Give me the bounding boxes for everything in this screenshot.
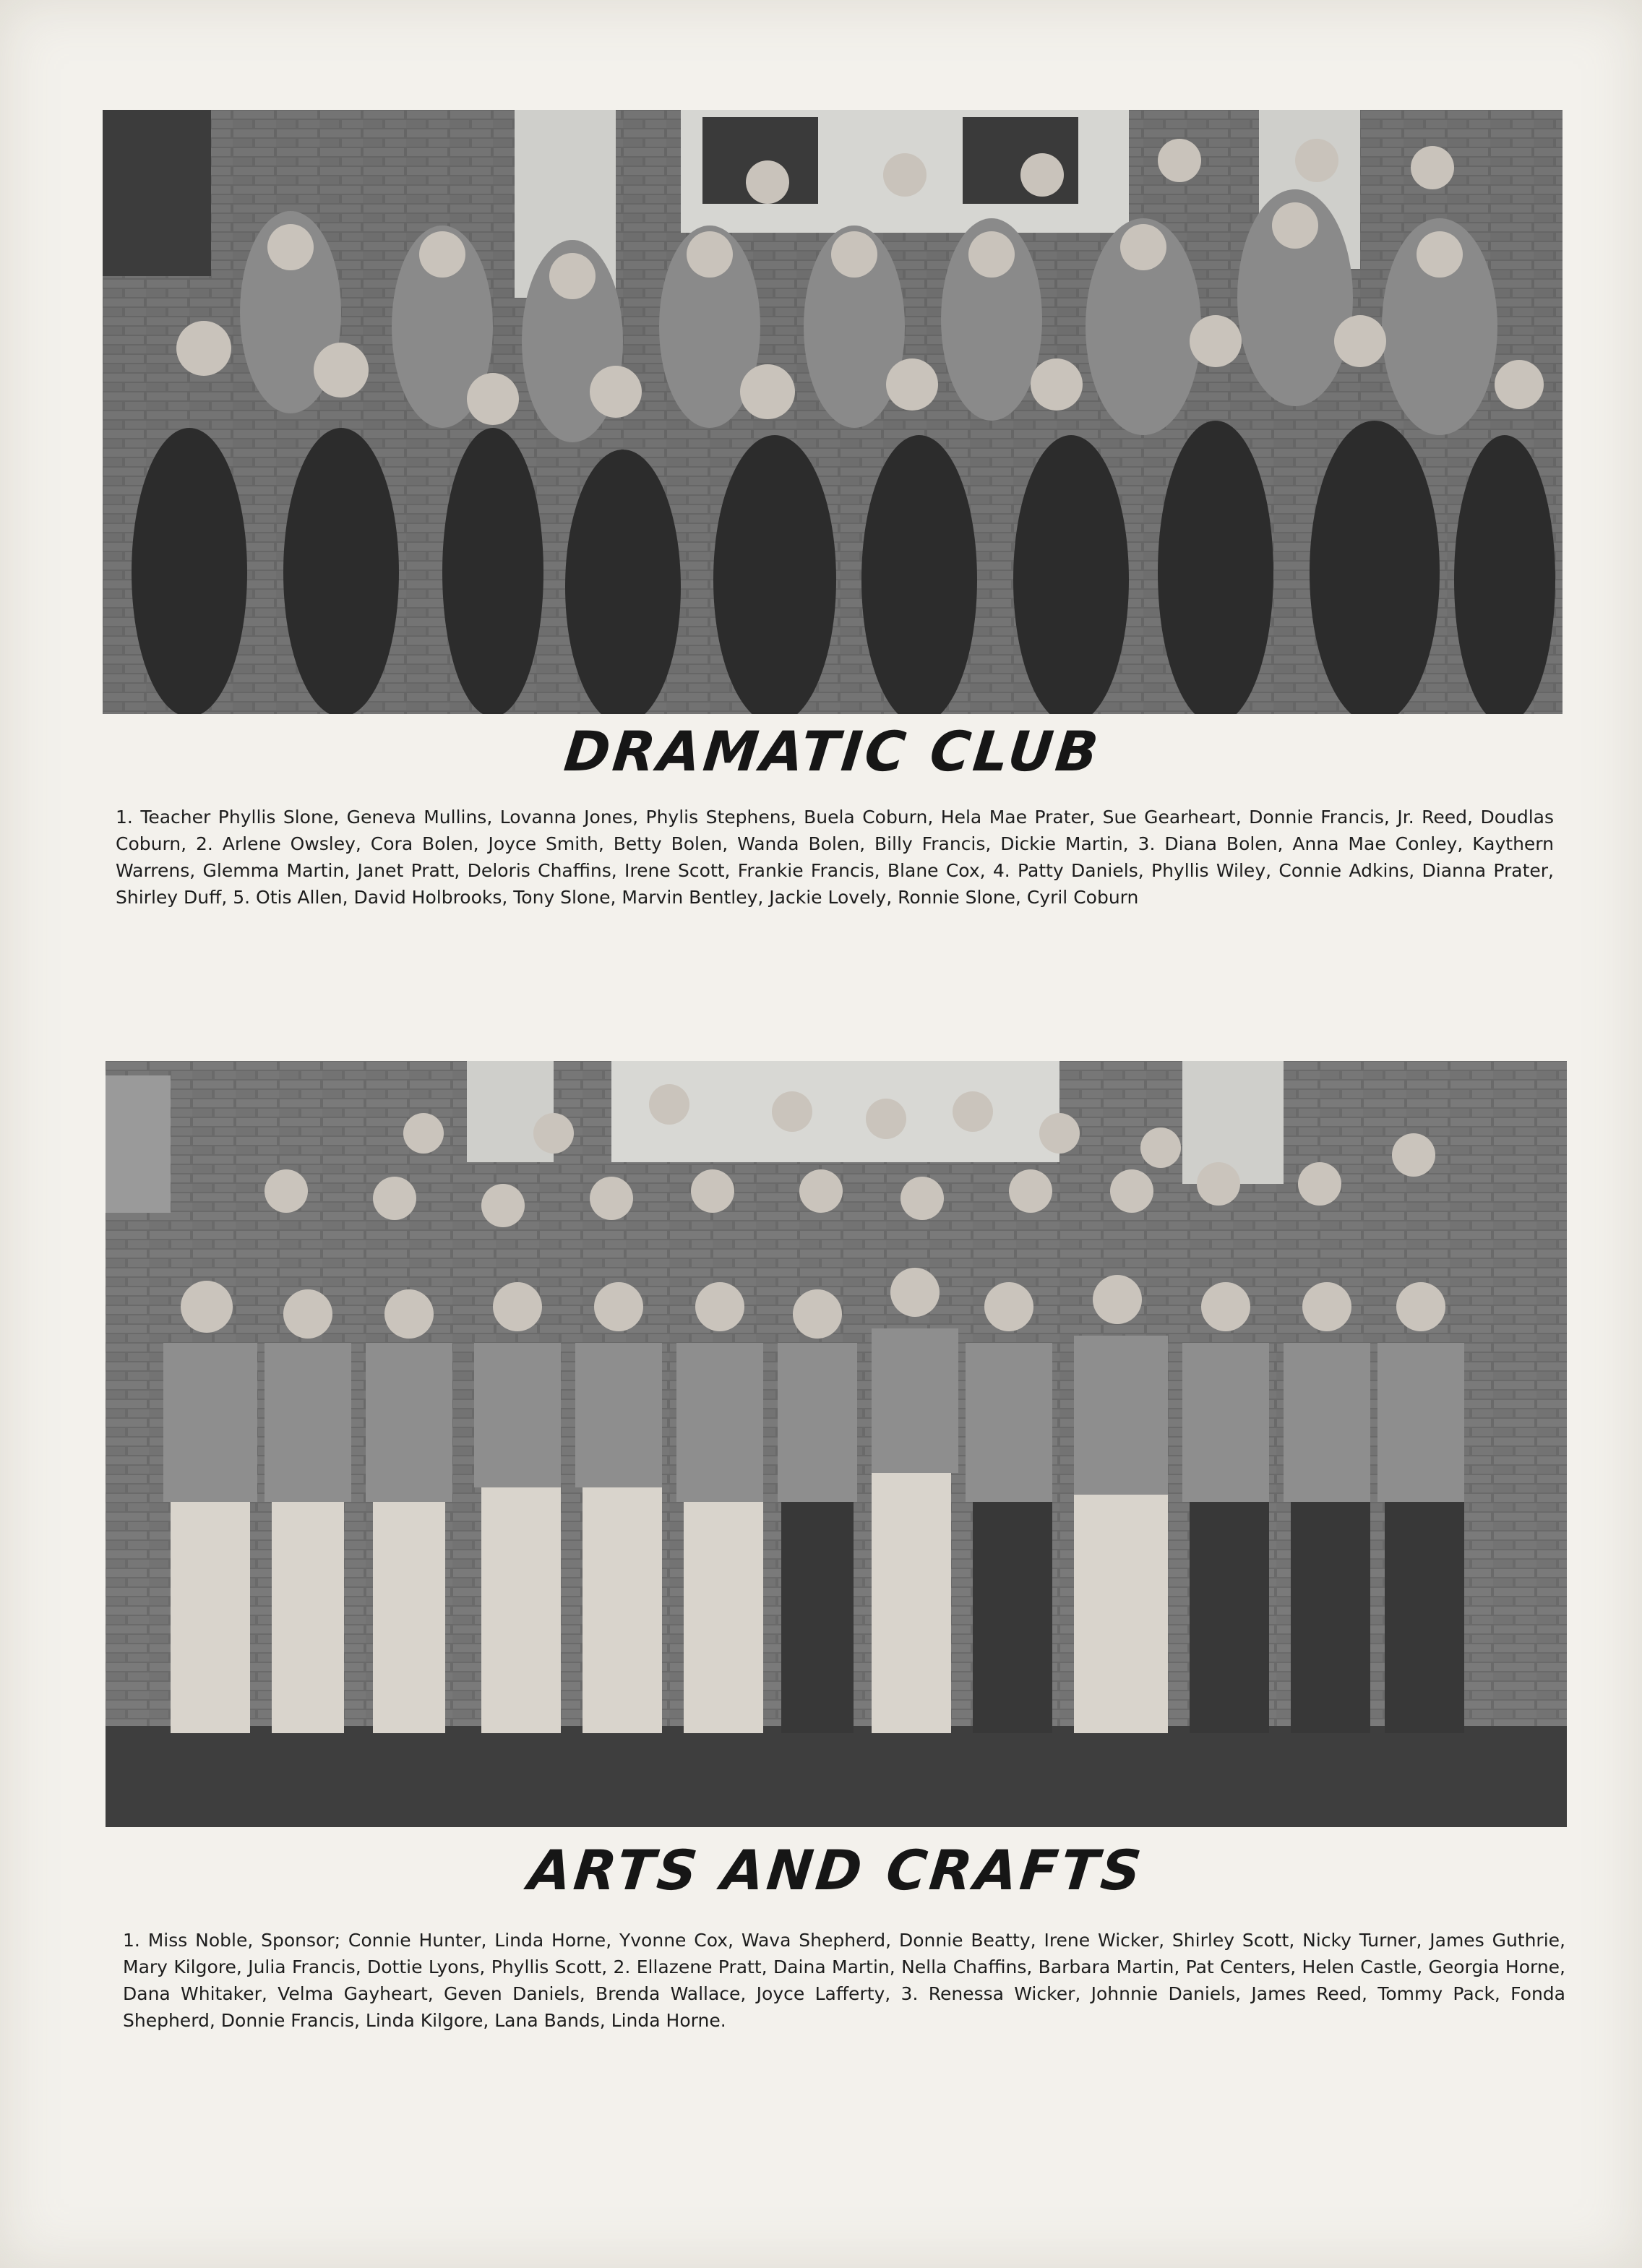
dramatic-club-photo bbox=[103, 110, 1563, 714]
arts-and-crafts-photo bbox=[106, 1061, 1567, 1827]
arts-and-crafts-title: ARTS AND CRAFTS bbox=[525, 1838, 1147, 1902]
arts-and-crafts-caption: 1. Miss Noble, Sponsor; Connie Hunter, Linda Horne, Yvonne Cox, Wava Shepherd, Donnie Beatty, Irene Wicker, Shirley Scott, Nicky Turner, James Guthrie, Mary Kilgore, Julia Francis, Dottie Lyons, Phyllis Scott, 2. Ellazene Pratt, Daina Martin, Nella Chaffins, Barbara Martin, Pat Centers, Helen Castle, Georgia Horne, Dana Whitaker, Velma Gayheart, Geven Daniels, Brenda Wallace, Joyce Lafferty, 3. Renessa Wicker, Johnnie Daniels, James Reed, Tommy Pack, Fonda Shepherd, Donnie Francis, Linda Kilgore, Lana Bands, Linda Horne. bbox=[123, 1930, 1565, 2031]
dramatic-club-caption: 1. Teacher Phyllis Slone, Geneva Mullins, Lovanna Jones, Phylis Stephens, Buela Coburn, Hela Mae Prater, Sue Gearheart, Donnie Francis, Jr. Reed, Doudlas Coburn, 2. Arlene Owsley, Cora Bolen, Joyce Smith, Betty Bolen, Wanda Bolen, Billy Francis, Dickie Martin, 3. Diana Bolen, Anna Mae Conley, Kaythern Warrens, Glemma Martin, Janet Pratt, Deloris Chaffins, Irene Scott, Frankie Francis, Blane Cox, 4. Patty Daniels, Phyllis Wiley, Connie Adkins, Dianna Prater, Shirley Duff, 5. Otis Allen, David Holbrooks, Tony Slone, Marvin Bentley, Jackie Lovely, Ronnie Slone, Cyril Coburn bbox=[116, 807, 1554, 908]
dramatic-club-title: DRAMATIC CLUB bbox=[561, 719, 1104, 783]
